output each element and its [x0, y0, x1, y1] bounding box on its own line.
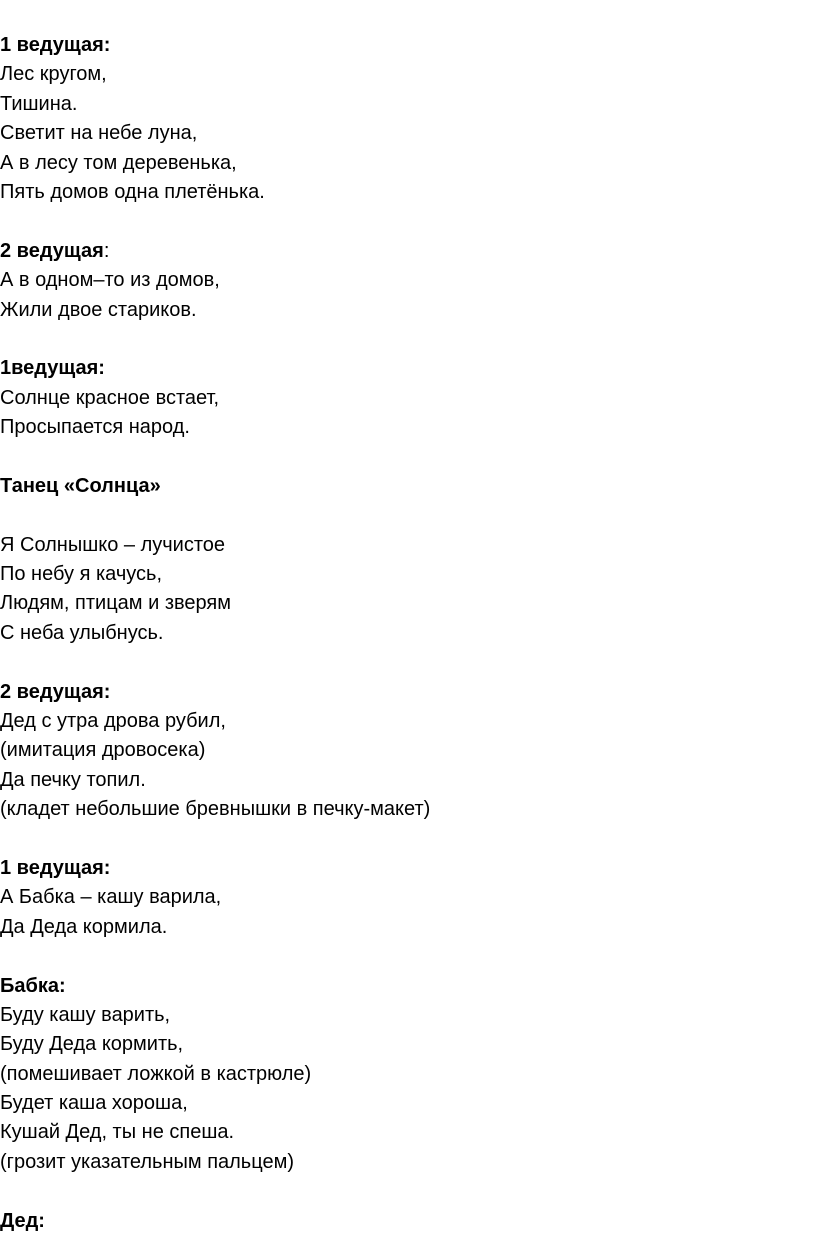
verse-line: Пять домов одна плетёнька. — [0, 180, 265, 203]
verse-line: Будет каша хороша, — [0, 1092, 188, 1115]
verse-line: Да печку топил. — [0, 768, 146, 791]
speaker-name: 1 ведущая: — [0, 34, 111, 56]
speaker-heading — [0, 31, 816, 60]
blank-line — [0, 442, 816, 471]
verse-line: Тишина. — [0, 92, 78, 115]
verse-line: С неба улыбнусь. — [0, 621, 164, 644]
verse-line: (помешивает ложкой в кастрюле) — [0, 1062, 312, 1085]
speaker-suffix: : — [103, 239, 110, 262]
speaker-name: 1 ведущая: — [0, 856, 111, 879]
speaker-heading — [0, 354, 816, 383]
blank-line — [0, 942, 816, 971]
speaker-heading — [0, 972, 816, 1001]
verse-line: (имитация дровосека) — [0, 739, 206, 762]
speaker-heading — [0, 472, 816, 501]
speaker-name: Бабка: — [0, 974, 66, 997]
speaker-heading — [0, 678, 816, 707]
speaker-name: 2 ведущая — [0, 239, 104, 262]
blank-line — [0, 325, 816, 354]
verse-line: Жили двое стариков. — [0, 298, 197, 321]
document-page — [0, 31, 816, 1236]
verse-line: А Бабка – кашу варила, — [0, 886, 222, 909]
verse-line: Дед с утра дрова рубил, — [0, 709, 226, 732]
blank-line — [0, 825, 816, 854]
speaker-name: Дед: — [0, 1209, 45, 1232]
verse-line: Да Деда кормила. — [0, 915, 168, 938]
speaker-heading — [0, 1207, 816, 1236]
verse-line: Светит на небе луна, — [0, 122, 198, 145]
blank-line — [0, 501, 816, 530]
verse-line: Буду кашу варить, — [0, 1003, 171, 1026]
blank-line — [0, 648, 816, 677]
verse-line: А в одном–то из домов, — [0, 269, 220, 292]
speaker-name: Танец «Солнца» — [0, 474, 161, 497]
verse-line: Буду Деда кормить, — [0, 1033, 184, 1056]
verse-line: Лес кругом, — [0, 63, 107, 86]
verse-line: Солнце красное встает, — [0, 386, 220, 409]
verse-line: Просыпается народ. — [0, 416, 190, 439]
verse-line: По небу я качусь, — [0, 563, 163, 586]
speaker-heading — [0, 237, 816, 266]
speaker-name: 1ведущая: — [0, 357, 105, 380]
speaker-heading — [0, 854, 816, 883]
verse-line: Кушай Дед, ты не спеша. — [0, 1121, 235, 1144]
verse-line: Я Солнышко – лучистое — [0, 533, 226, 556]
blank-line — [0, 1177, 816, 1206]
verse-line: Людям, птицам и зверям — [0, 592, 231, 615]
verse-line: А в лесу том деревенька, — [0, 151, 237, 174]
verse-line: (кладет небольшие бревнышки в печку-макет) — [0, 798, 431, 821]
verse-line: (грозит указательным пальцем) — [0, 1150, 294, 1173]
blank-line — [0, 207, 816, 236]
speaker-name: 2 ведущая: — [0, 680, 111, 703]
